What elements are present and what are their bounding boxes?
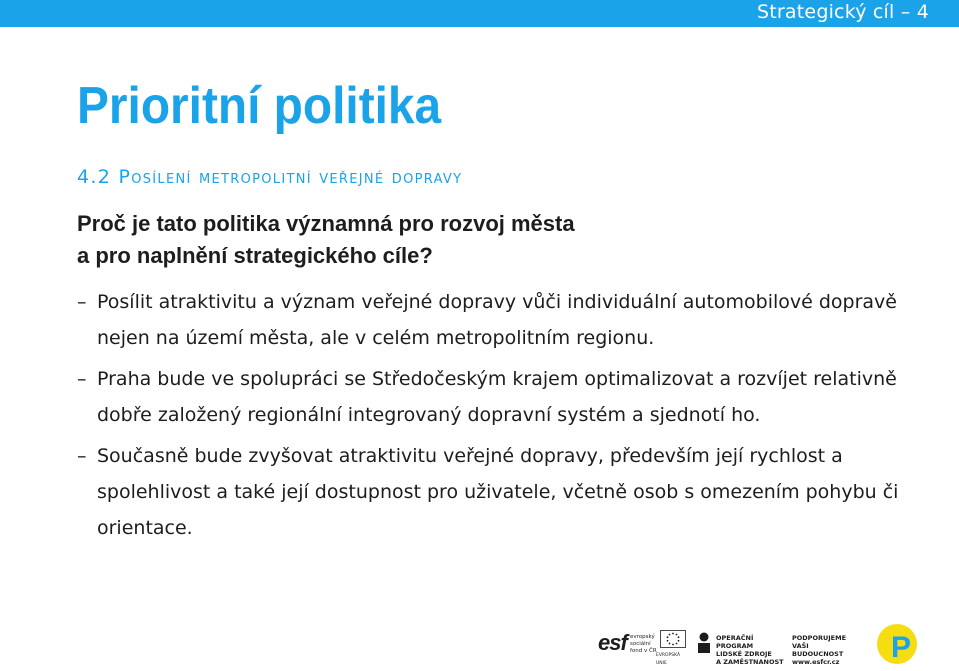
header-bar bbox=[0, 0, 959, 27]
op-logo-text: OPERAČNÍ PROGRAM LIDSKÉ ZDROJE A ZAMĚSTNANOST bbox=[716, 634, 784, 666]
page-title: Prioritní politika bbox=[77, 77, 442, 135]
dash-marker: – bbox=[77, 291, 87, 313]
bullet-text: Posílit atraktivitu a význam veřejné dopravy vůči individuální automobilové dopravě nejen na území města, ale v celém metropolitním regionu. bbox=[97, 291, 897, 349]
question-heading bbox=[77, 208, 697, 272]
bullet-text: Praha bude ve spolupráci se Středočeským krajem optimalizovat a rozvíjet relativně dobře založený regionální integrovaný dopravní systém a sjednotí ho. bbox=[97, 368, 897, 426]
esf-logo-text: evropský sociální fond v ČR bbox=[630, 634, 657, 654]
support-text: PODPORUJEME VAŠI BUDOUCNOST www.esfcr.cz bbox=[792, 634, 847, 666]
policy-subtitle-text: 4.2 Posílení metropolitní veřejné dopravy bbox=[77, 166, 463, 188]
eu-flag-logo bbox=[656, 628, 692, 666]
svg-text:P: P bbox=[891, 631, 912, 664]
bullet-item bbox=[77, 361, 907, 433]
dash-marker: – bbox=[77, 368, 87, 390]
esf-logo bbox=[598, 628, 658, 662]
eu-flag-icon bbox=[660, 630, 686, 648]
op-logo bbox=[696, 628, 786, 666]
esf-logo-mark: esf bbox=[598, 630, 627, 655]
strategic-goal-label: Strategický cíl – 4 bbox=[757, 1, 929, 23]
policy-subtitle bbox=[77, 166, 462, 188]
op-logo-icon bbox=[696, 632, 712, 654]
bullet-item bbox=[77, 438, 907, 546]
question-line-2: a pro naplnění strategického cíle? bbox=[77, 243, 433, 268]
dash-marker: – bbox=[77, 445, 87, 467]
footer-logos bbox=[598, 626, 928, 664]
question-line-1: Proč je tato politika významná pro rozvoj města bbox=[77, 211, 575, 236]
support-logo bbox=[792, 628, 862, 666]
bullet-list bbox=[77, 284, 907, 551]
bullet-item bbox=[77, 284, 907, 356]
praha-badge-logo bbox=[874, 622, 920, 666]
praha-badge-icon bbox=[874, 622, 920, 666]
bullet-text: Současně bude zvyšovat atraktivitu veřejné dopravy, především její rychlost a spolehlivost a také její dostupnost pro uživatele, včetně osob s omezením pohybu či orientace. bbox=[97, 445, 899, 539]
eu-logo-text: EVROPSKÁ UNIE bbox=[656, 653, 681, 666]
